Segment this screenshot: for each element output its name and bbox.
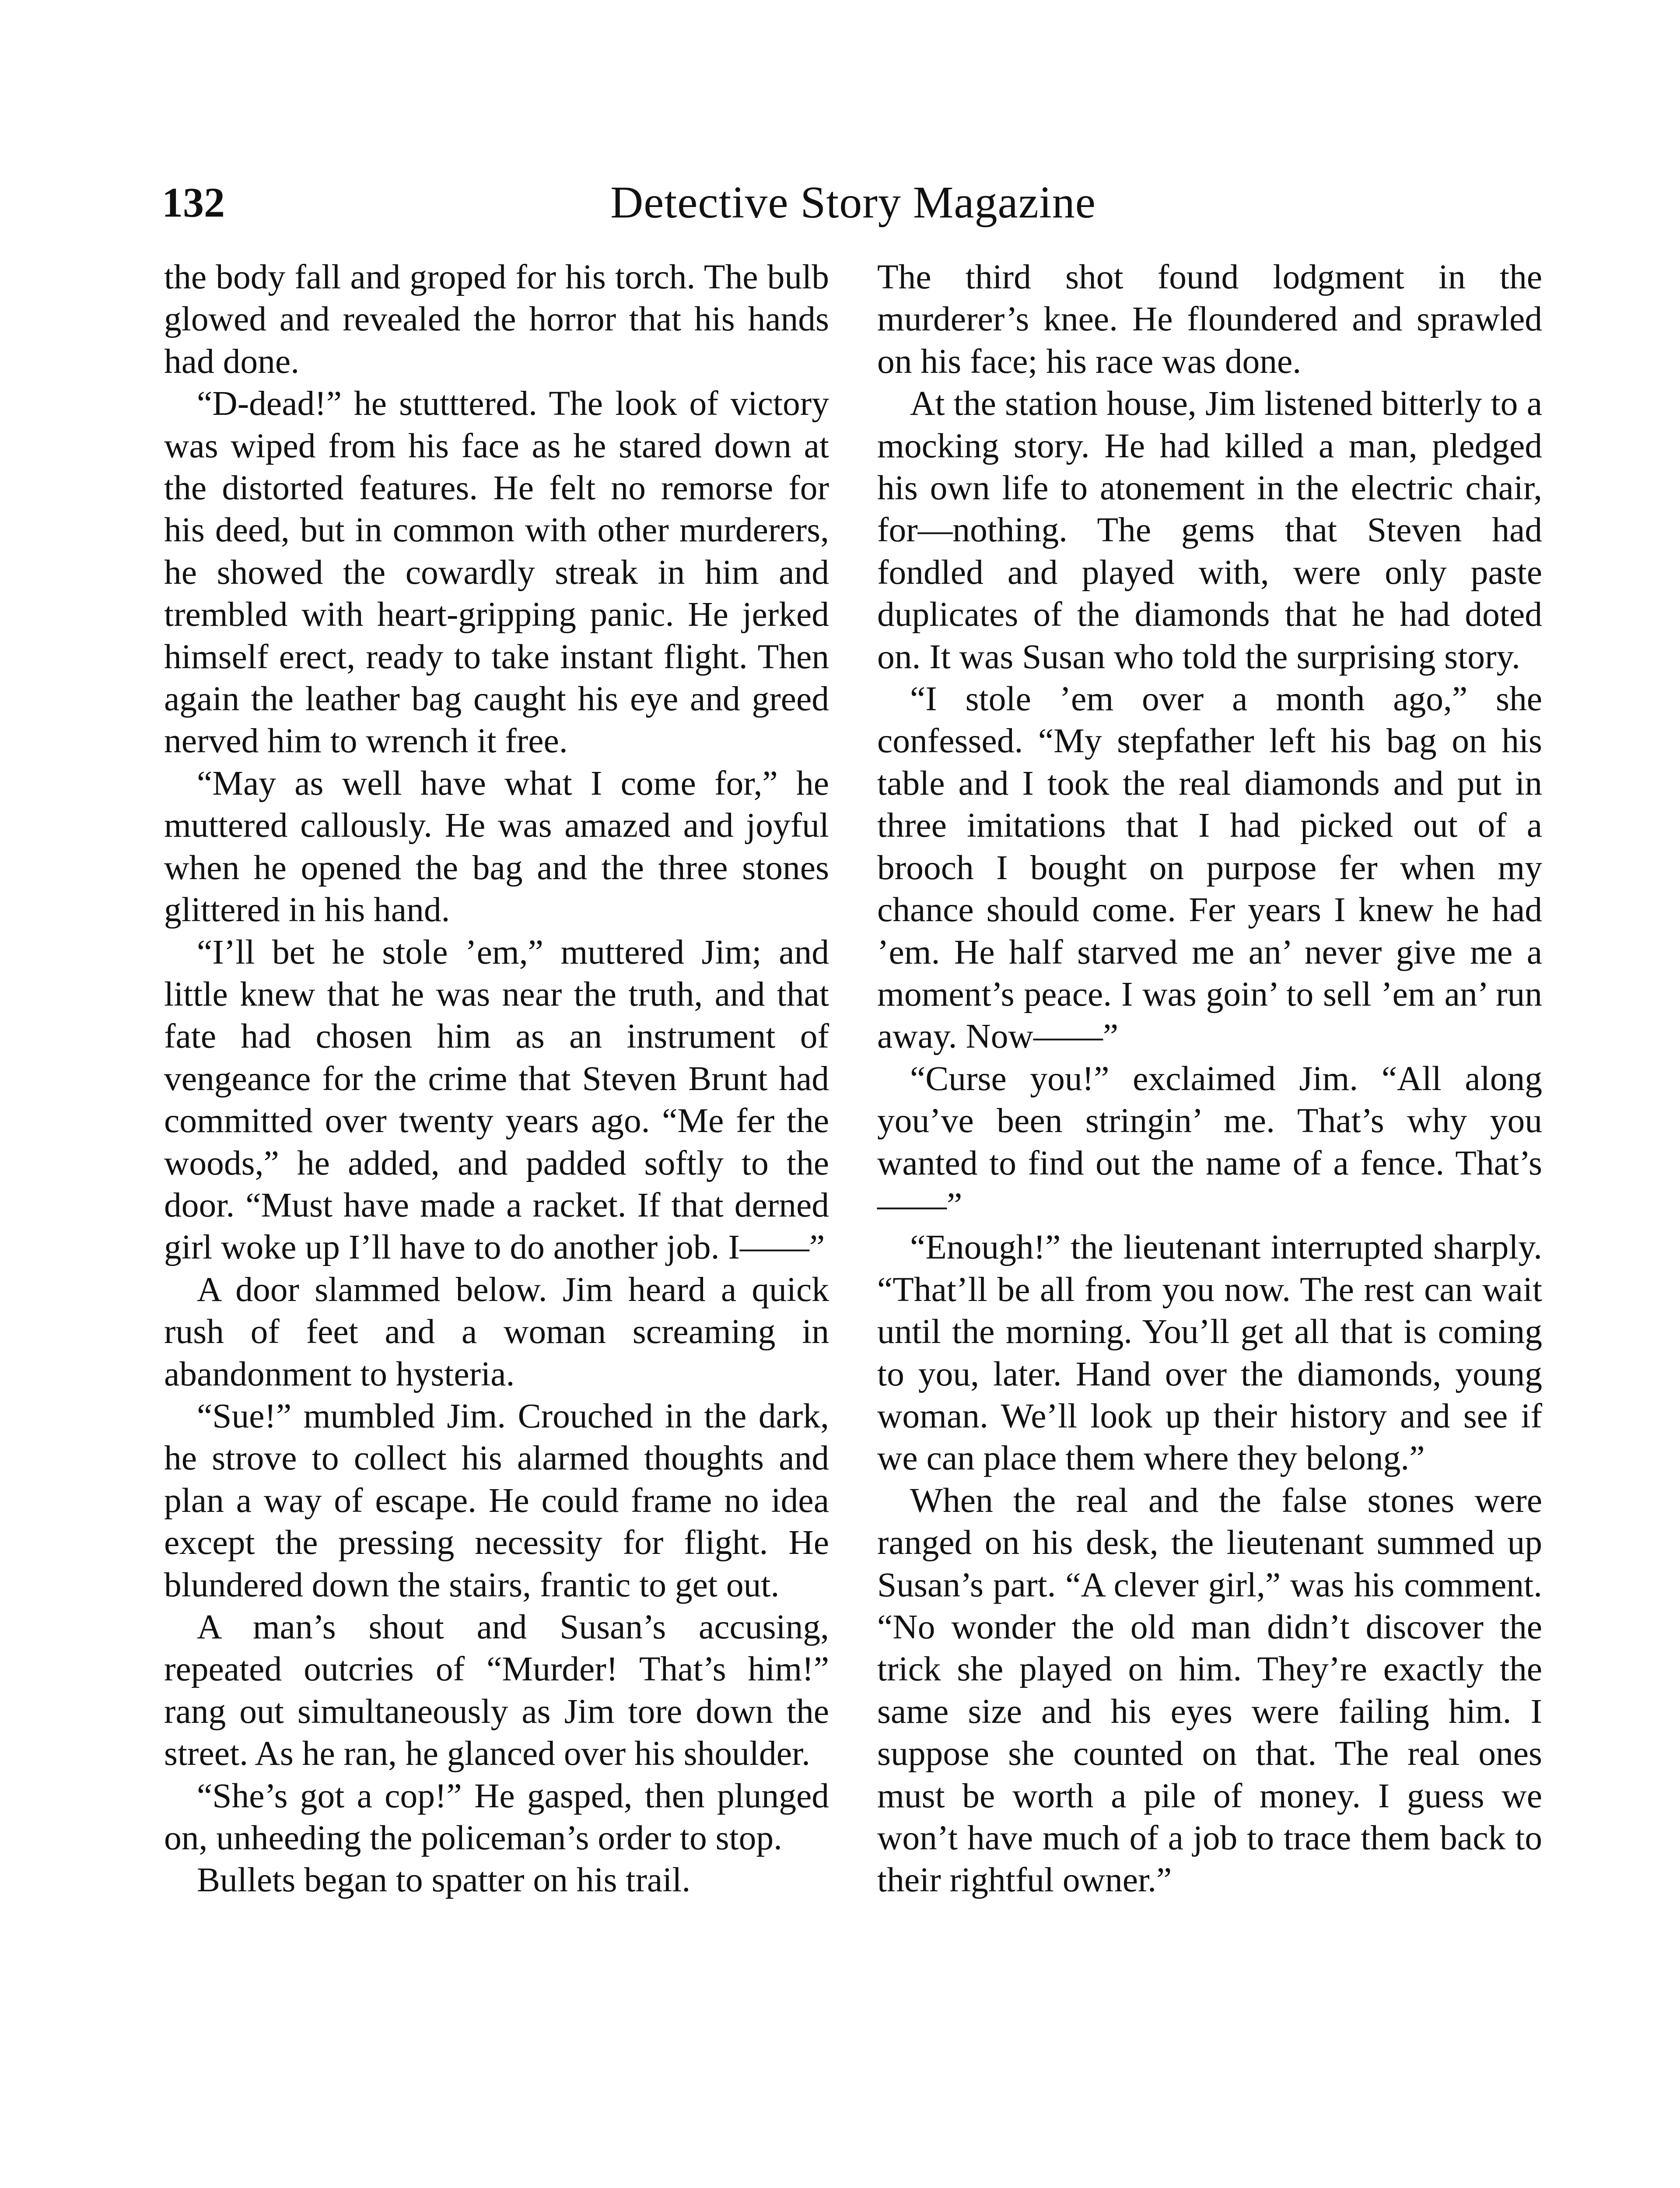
paragraph: “D-dead!” he stutttered. The look of victory was wiped from his face as he stared down at the distorted features. He felt no remorse for his deed, but in common with other murderers, he showed the cowardly streak in him and trembled with heart-gripping panic. He jerked himself erect, ready to take instant flight. Then again the leather bag caught his eye and greed nerved him to wrench it free. xyxy=(164,384,829,761)
page-number: 132 xyxy=(162,179,225,226)
paragraph: “She’s got a cop!” He gasped, then plunged on, unheeding the policeman’s order to stop. xyxy=(164,1776,829,1858)
paragraph: “Curse you!” exclaimed Jim. “All along you’ve been stringin’ me. That’s why you wanted to find out the name of a fence. That’s——” xyxy=(877,1059,1542,1224)
running-title: Detective Story Magazine xyxy=(610,177,1096,228)
paragraph: The third shot found lodgment in the murderer’s knee. He floundered and sprawled on his face; his race was done. xyxy=(877,258,1542,381)
paragraph: When the real and the false stones were ranged on his desk, the lieutenant summed up Susan’s part. “A clever girl,” was his comment. “No wonder the old man didn’t discover the trick she played on him. They’re exactly the same size and his eyes were failing him. I suppose she counted on that. The real ones must be worth a pile of money. I guess we won’t have much of a job to trace them back to their rightful owner.” xyxy=(877,1481,1542,1900)
paragraph: “I’ll bet he stole ’em,” muttered Jim; and little knew that he was near the truth, and that fate had chosen him as an instrument of vengeance for the crime that Steven Brunt had committed over twenty years ago. “Me fer the woods,” he added, and padded softly to the door. “Must have made a racket. If that derned girl woke up I’ll have to do another job. I——” xyxy=(164,933,829,1267)
paragraph: the body fall and groped for his torch. The bulb glowed and revealed the horror that his hands had done. xyxy=(164,258,829,381)
paragraph: “May as well have what I come for,” he muttered callously. He was amazed and joyful when he opened the bag and the three stones glittered in his hand. xyxy=(164,764,829,929)
paragraph: A door slammed below. Jim heard a quick rush of feet and a woman screaming in abandonment to hysteria. xyxy=(164,1270,829,1393)
paragraph: Bullets began to spatter on his trail. xyxy=(197,1861,691,1900)
paragraph: “Enough!” the lieutenant interrupted sharply. “That’ll be all from you now. The rest can wait until the morning. You’ll get all that is coming to you, later. Hand over the diamonds, young woman. We’ll look up their history and see if we can place them where they belong.” xyxy=(877,1228,1542,1478)
right-column xyxy=(877,256,1542,1901)
left-column xyxy=(164,256,829,1901)
paragraph: “Sue!” mumbled Jim. Crouched in the dark, he strove to collect his alarmed thoughts and plan a way of escape. He could frame no idea except the pressing necessity for flight. He blundered down the stairs, frantic to get out. xyxy=(164,1396,829,1604)
paragraph: “I stole ’em over a month ago,” she confessed. “My stepfather left his bag on his table and I took the real diamonds and put in three imitations that I had picked out of a brooch I bought on purpose fer when my chance should come. Fer years I knew he had ’em. He half starved me an’ never give me a moment’s peace. I was goin’ to sell ’em an’ run away. Now——” xyxy=(877,680,1542,1056)
page-header xyxy=(162,174,1544,231)
paragraph: At the station house, Jim listened bitterly to a mocking story. He had killed a man, pledged his own life to atonement in the electric chair, for—nothing. The gems that Steven had fondled and played with, were only paste duplicates of the diamonds that he had doted on. It was Susan who told the surprising story. xyxy=(877,384,1542,676)
paragraph: A man’s shout and Susan’s accusing, repeated outcries of “Murder! That’s him!” rang out simultaneously as Jim tore down the street. As he ran, he glanced over his shoulder. xyxy=(164,1608,829,1773)
